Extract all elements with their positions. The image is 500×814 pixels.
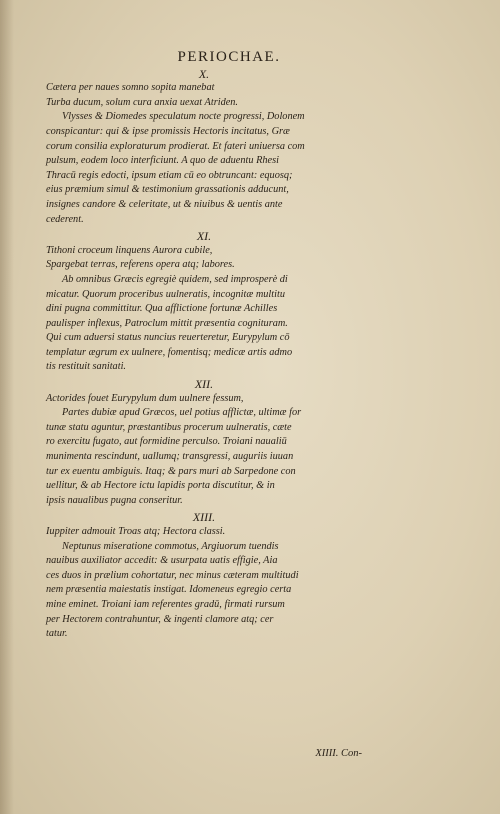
section-number: XI. (196, 229, 212, 244)
prose-line: ipsis naualibus pugna conseritur. (46, 494, 183, 506)
prose-line: cederent. (46, 213, 84, 225)
prose-line: tis restituit sanitati. (46, 361, 127, 373)
section-xii (46, 377, 362, 508)
prose-line: Qui cum aduersi status nuncius reuerteretur, Eurypylum cō (46, 332, 290, 344)
verse-line: Actorides fouet Eurypylum dum uulnere fessum, (46, 392, 244, 404)
prose-line: per Hectorem contrahuntur, & ingenti clamore atq; cer (46, 613, 274, 625)
prose-line: uellitur, & ab Hectore ictu lapidis porta discutitur, & in (46, 480, 275, 492)
page-edge-shadow (0, 0, 14, 814)
verse-line: Cætera per naues somno sopita manebat (46, 82, 215, 94)
catchword: XIIII. Con- (315, 748, 362, 759)
section-number: X. (198, 66, 210, 81)
section-xiii (46, 510, 362, 641)
verse-line: Spargebat terras, referens opera atq; labores. (46, 259, 235, 271)
prose-line: ces duos in prælium cohortatur, nec minus cæteram multitudi (46, 569, 299, 581)
page-title: PERIOCHAE. (177, 49, 281, 65)
prose-line: nauibus auxiliator accedit: & usurpata uatis effigie, Aia (46, 555, 278, 567)
prose-line: tatur. (46, 628, 68, 640)
prose-line: ro exercitu fugato, aut formidine perculso. Troiani naualiū (46, 436, 287, 448)
prose-line: tunæ statu aguntur, præstantibus procerum uulneratis, cæte (46, 421, 292, 433)
section-xi (46, 229, 362, 375)
prose-line: Vlysses & Diomedes speculatum nocte progressi, Dolonem (62, 111, 305, 123)
prose-line: conspicantur: qui & ipse promissis Hectoris incitatus, Græ (46, 125, 290, 137)
section-number: XII. (194, 377, 214, 392)
prose-line: mine eminet. Troiani iam referentes gradū, firmati rursum (46, 598, 285, 610)
prose-line: Partes dubiæ apud Græcos, uel potius afflictæ, ultimæ for (62, 407, 302, 419)
prose-line: Thracū regis edocti, ipsum etiam cū eo obtruncant: equosq; (46, 169, 293, 181)
text-block (46, 49, 362, 759)
prose-line: corum consilia exploraturum prodierat. Et fateri uniuersa com (46, 140, 305, 152)
prose-line: micatur. Quorum proceribus uulneratis, incognitæ multitu (46, 288, 286, 300)
section-x (46, 67, 362, 228)
prose-line: templatur ægrum ex uulnere, fomentisq; medicæ artis admo (46, 346, 293, 358)
verse-line: Iuppiter admouit Troas atq; Hectora classi. (46, 526, 226, 537)
prose-line: dini pugna committitur. Qua afflictione fortunæ Achilles (46, 303, 278, 315)
prose-line: nem præsentia maiestatis instigat. Idomeneus egregio certa (46, 584, 292, 596)
prose-line: pulsum, eodem loco interficiunt. A quo de aduentu Rhesi (46, 155, 279, 167)
prose-line: Neptunus miseratione commotus, Argiuorum tuendis (62, 540, 279, 552)
prose-line: eius præmium simul & testimonium grassationis adducunt, (46, 184, 289, 196)
prose-line: munimenta rescindunt, uallumq; transgressi, auguriis iuuan (46, 451, 294, 463)
prose-line: paulisper inflexus, Patroclum mittit præsentia cognituram. (46, 317, 288, 329)
verse-line: Turba ducum, solum cura anxia uexat Atriden. (46, 96, 239, 108)
section-number: XIII. (192, 510, 216, 525)
verse-line: Tithoni croceum linquens Aurora cubile, (46, 244, 213, 256)
prose-line: tur ex euentu ambiguis. Itaq; & pars muri ab Sarpedone con (46, 465, 296, 477)
prose-line: insignes candore & celeritate, ut & niuibus & uentis ante (46, 198, 283, 210)
prose-line: Ab omnibus Græcis egregiè quidem, sed improsperè di (62, 273, 288, 285)
